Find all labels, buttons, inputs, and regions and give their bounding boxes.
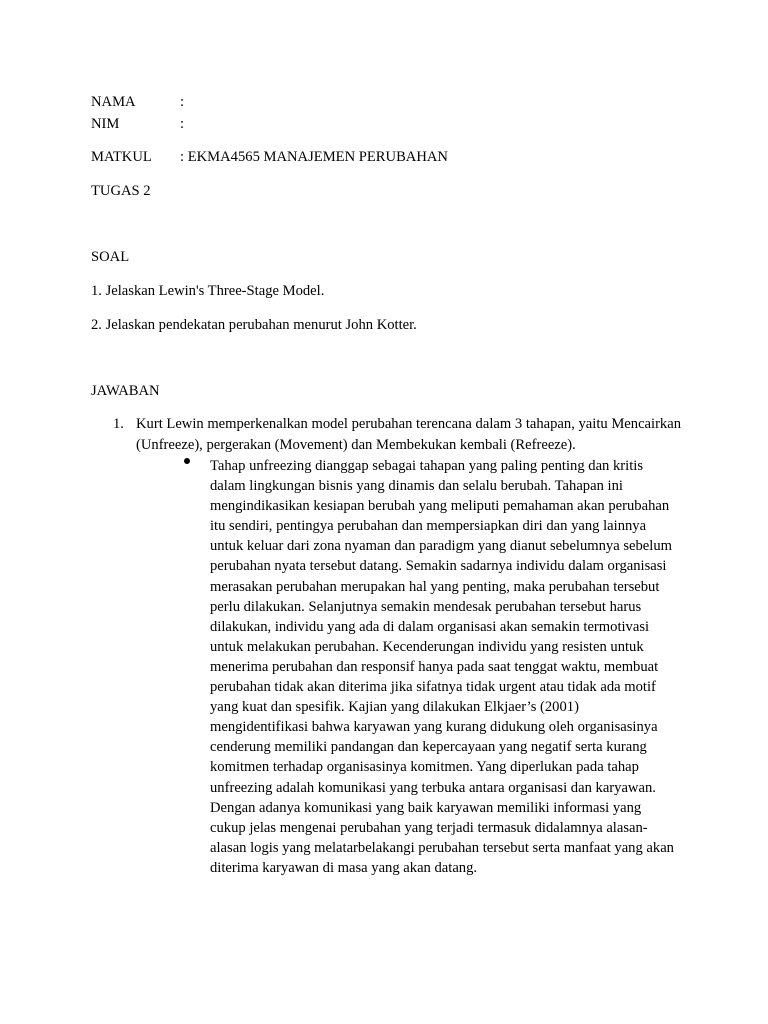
jawaban-heading: JAWABAN — [91, 383, 160, 399]
soal-heading: SOAL — [91, 249, 130, 265]
nama-row — [91, 92, 184, 112]
answer-bullet-unfreezing: Tahap unfreezing dianggap sebagai tahapan yang paling penting dan kritis dalam lingkungan bisnis yang dinamis dan selalu berubah. Tahapan ini mengindikasikan kesiapan berubah yang meliputi pemahaman akan perubahan itu sendiri, pentingya perubahan dan mempersiapkan diri dan yang lainnya untuk keluar dari zona nyaman dan paradigm yang dianut sebelumnya sebelum perubahan nyata tersebut datang. Semakin sadarnya individu dalam organisasi merasakan perubahan merupakan hal yang penting, maka perubahan tersebut perlu dilakukan. Selanjutnya semakin mendesak perubahan tersebut harus dilakukan, individu yang ada di dalam organisasi akan semakin termotivasi untuk melakukan perubahan. Kecenderungan individu yang resisten untuk menerima perubahan dan responsif hanya pada saat tenggat waktu, membuat perubahan tidak akan diterima jika sifatnya tidak urgent atau tidak ada motif yang kuat dan spesifik. Kajian yang dilakukan Elkjaer’s (2001) mengidentifikasi bahwa karyawan yang kurang didukung oleh organisasinya cenderung memiliki pandangan dan kepercayaan yang negatif serta kurang komitmen terhadap organisasinya komitmen. Yang diperlukan pada tahap unfreezing adalah komunikasi yang terbuka antara organisasi dan karyawan. Dengan adanya komunikasi yang baik karyawan memiliki informasi yang cukup jelas mengenai perubahan yang terjadi termasuk didalamnya alasan-alasan logis yang melatarbelakangi perubahan tersebut serta manfaat yang akan diterima karyawan di masa yang akan datang. — [210, 458, 674, 876]
answer-number: 1. — [113, 416, 124, 432]
question-1: 1. Jelaskan Lewin's Three-Stage Model. — [91, 283, 325, 299]
bullet-dot-icon — [184, 458, 190, 464]
nim-value: : — [180, 116, 185, 132]
nama-label: NAMA — [91, 94, 136, 110]
tugas-label: TUGAS 2 — [91, 183, 151, 199]
nim-label: NIM — [91, 116, 120, 132]
matkul-label: MATKUL — [91, 149, 152, 165]
nama-value: : — [180, 94, 185, 110]
answer-intro: Kurt Lewin memperkenalkan model perubahan terencana dalam 3 tahapan, yaitu Mencairkan (Unfreeze), pergerakan (Movement) dan Membekukan kembali (Refreeze). — [136, 416, 682, 453]
question-2: 2. Jelaskan pendekatan perubahan menurut John Kotter. — [91, 317, 417, 333]
matkul-value: : EKMA4565 MANAJEMEN PERUBAHAN — [180, 149, 448, 165]
matkul-row — [91, 147, 448, 167]
nim-row — [91, 114, 184, 134]
